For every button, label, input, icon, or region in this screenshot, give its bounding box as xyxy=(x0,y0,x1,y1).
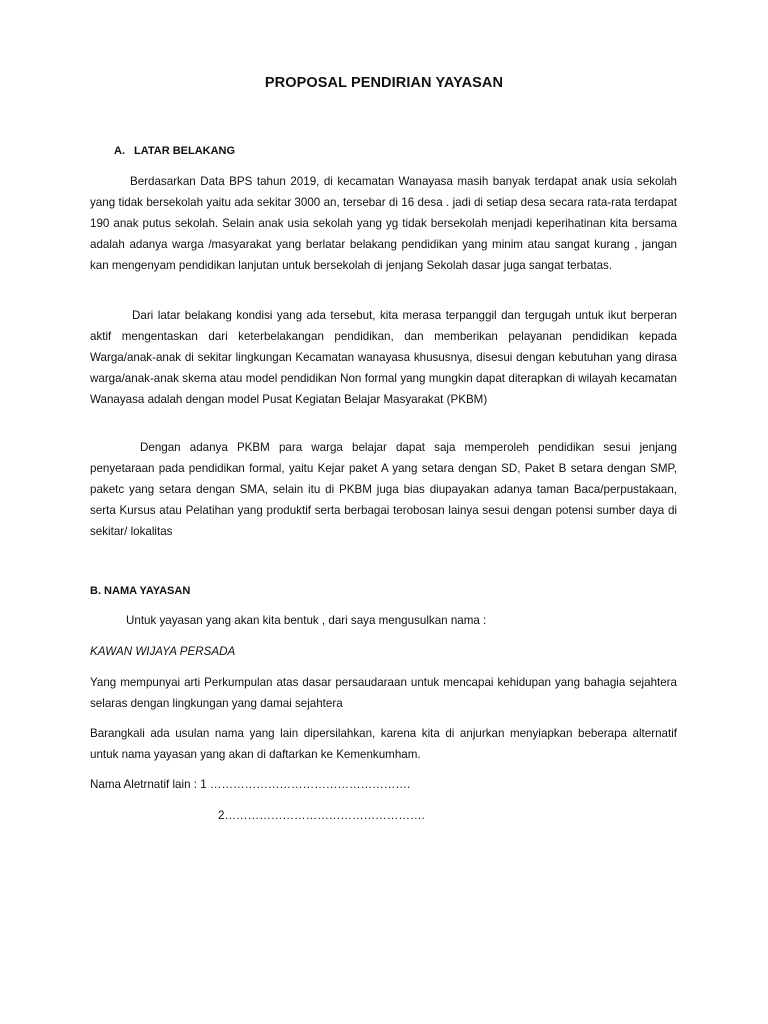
section-b-heading: B. NAMA YAYASAN xyxy=(90,585,191,597)
background-paragraph-1: Berdasarkan Data BPS tahun 2019, di kecamatan Wanayasa masih banyak terdapat anak usia sekolah yang tidak bersekolah yaitu ada sekitar 3000 an, tersebar di 16 desa . jadi di setiap desa secara rata-rata terdapat 190 anak putus sekolah. Selain anak usia sekolah yang yg tidak bersekolah menjadi keperihatinan kita bersama adalah adanya warga /masyarakat yang berlatar belakang pendidikan yang minim atau sangat kurang , jangan kan mengenyam pendidikan lanjutan untuk bersekolah di jenjang Sekolah dasar juga sangat terbatas. xyxy=(90,175,677,272)
section-a-heading xyxy=(114,145,235,157)
section-a-title: LATAR BELAKANG xyxy=(134,145,236,157)
alternative-name-line-1: Nama Aletrnatif lain : 1 ……………………………………………. xyxy=(90,778,411,791)
proposed-foundation-name: KAWAN WIJAYA PERSADA xyxy=(90,645,236,658)
document-title: PROPOSAL PENDIRIAN YAYASAN xyxy=(264,75,504,91)
name-meaning-paragraph: Yang mempunyai arti Perkumpulan atas dasar persaudaraan untuk mencapai kehidupan yang bahagia sejahtera selaras dengan lingkungan yang damai sejahtera xyxy=(90,676,677,710)
alternative-name-line-2: 2……………………………………………. xyxy=(218,809,425,822)
background-paragraph-3: Dengan adanya PKBM para warga belajar dapat saja memperoleh pendidikan sesui jenjang penyetaraan pada pendidikan formal, yaitu Kejar paket A yang setara dengan SD, Paket B setara dengan SMP, paketc yang setara dengan SMA, selain itu di PKBM juga bias diupayakan adanya taman Baca/perpustakaan, serta Kursus atau Pelatihan yang produktif serta berbagai terobosan lainya sesui dengan potensi sumber daya di sekitar/ lokalitas xyxy=(90,441,677,538)
section-a-number: A. xyxy=(114,145,125,157)
name-intro-line: Untuk yayasan yang akan kita bentuk , dari saya mengusulkan nama : xyxy=(126,614,487,627)
background-paragraph-2: Dari latar belakang kondisi yang ada tersebut, kita merasa terpanggil dan tergugah untuk ikut berperan aktif mengentaskan dari keterbelakangan pendidikan, dan memberikan pelayanan pendidikan kepada Warga/anak-anak di sekitar lingkungan Kecamatan wanayasa khususnya, disesui dengan kebutuhan yang dirasa warga/anak-anak skema atau model pendidikan Non formal yang mungkin dapat diterapkan di wilayah kecamatan Wanayasa adalah dengan model Pusat Kegiatan Belajar Masyarakat (PKBM) xyxy=(90,309,677,406)
alternative-invitation-paragraph: Barangkali ada usulan nama yang lain dipersilahkan, karena kita di anjurkan menyiapkan beberapa alternatif untuk nama yayasan yang akan di daftarkan ke Kemenkumham. xyxy=(90,727,677,761)
